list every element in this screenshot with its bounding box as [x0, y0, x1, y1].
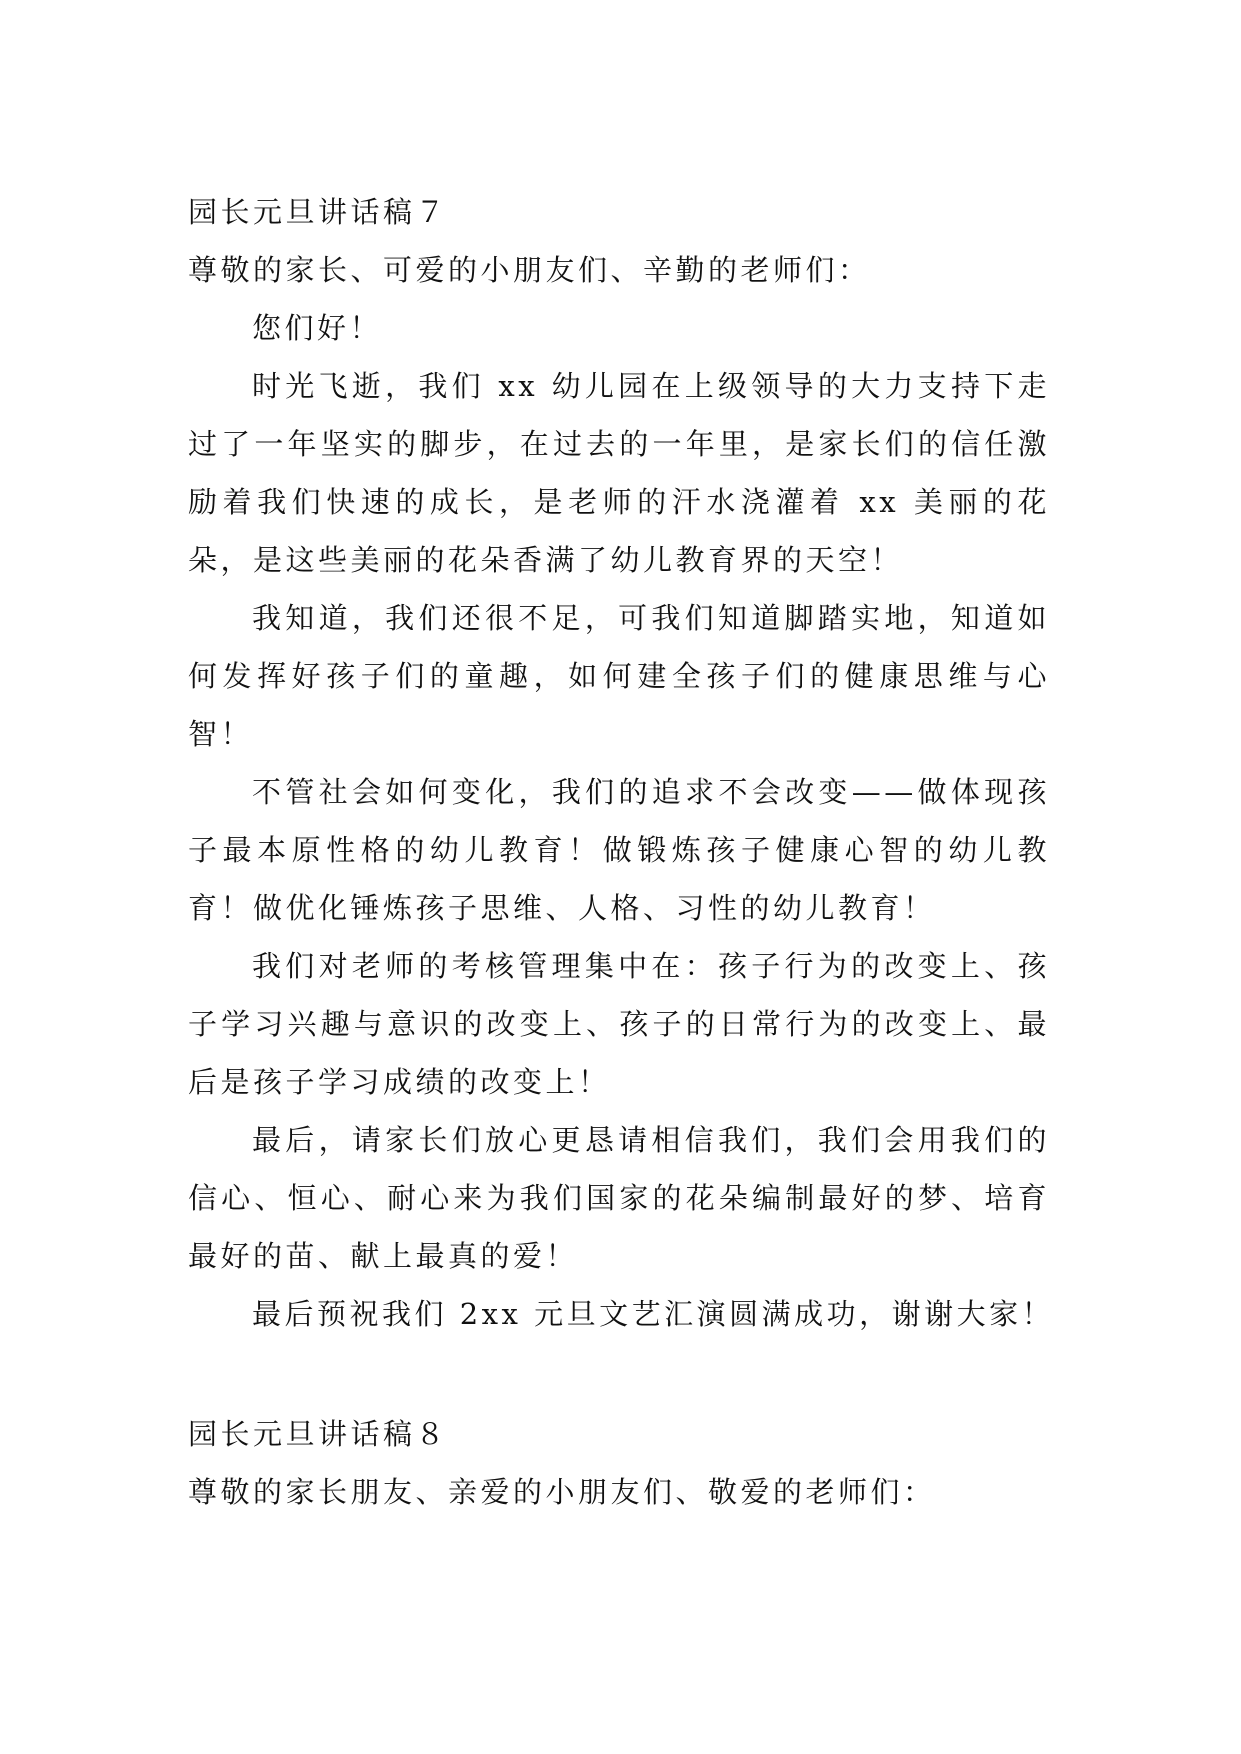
speech-7-paragraph-assessment: 我们对老师的考核管理集中在：孩子行为的改变上、孩子学习兴趣与意识的改变上、孩子的日常行为的改变上、最后是孩子学习成绩的改变上！ — [188, 949, 1050, 1099]
speech-7-paragraph-pursuit: 不管社会如何变化，我们的追求不会改变——做体现孩子最本原性格的幼儿教育！做锻炼孩子健康心智的幼儿教育！做优化锤炼孩子思维、人格、习性的幼儿教育！ — [188, 775, 1050, 925]
speech-8-title: 园长元旦讲话稿８ — [188, 1417, 449, 1451]
speech-7-paragraph-greeting: 您们好！ — [252, 311, 383, 345]
speech-7-paragraph-wishes: 最后预祝我们 2xx 元旦文艺汇演圆满成功，谢谢大家！ — [252, 1297, 1055, 1331]
speech-7-paragraph-shortcomings: 我知道，我们还很不足，可我们知道脚踏实地，知道如何发挥好孩子们的童趣，如何建全孩子们的健康思维与心智！ — [188, 601, 1050, 751]
speech-8-section — [188, 1405, 1050, 1521]
speech-7-section — [188, 183, 1055, 1343]
speech-7-paragraph-time-flies: 时光飞逝，我们 xx 幼儿园在上级领导的大力支持下走过了一年坚实的脚步，在过去的一年里，是家长们的信任激励着我们快速的成长，是老师的汗水浇灌着 xx 美丽的花朵，是这些美丽的花朵香满了幼儿教育界的天空！ — [188, 369, 1050, 577]
speech-7-paragraph-trust: 最后，请家长们放心更恳请相信我们，我们会用我们的信心、恒心、耐心来为我们国家的花朵编制最好的梦、培育最好的苗、献上最真的爱！ — [188, 1123, 1050, 1273]
speech-8-salutation: 尊敬的家长朋友、亲爱的小朋友们、敬爱的老师们： — [188, 1475, 936, 1509]
speech-7-salutation: 尊敬的家长、可爱的小朋友们、辛勤的老师们： — [188, 253, 871, 287]
speech-7-title: 园长元旦讲话稿７ — [188, 195, 449, 229]
